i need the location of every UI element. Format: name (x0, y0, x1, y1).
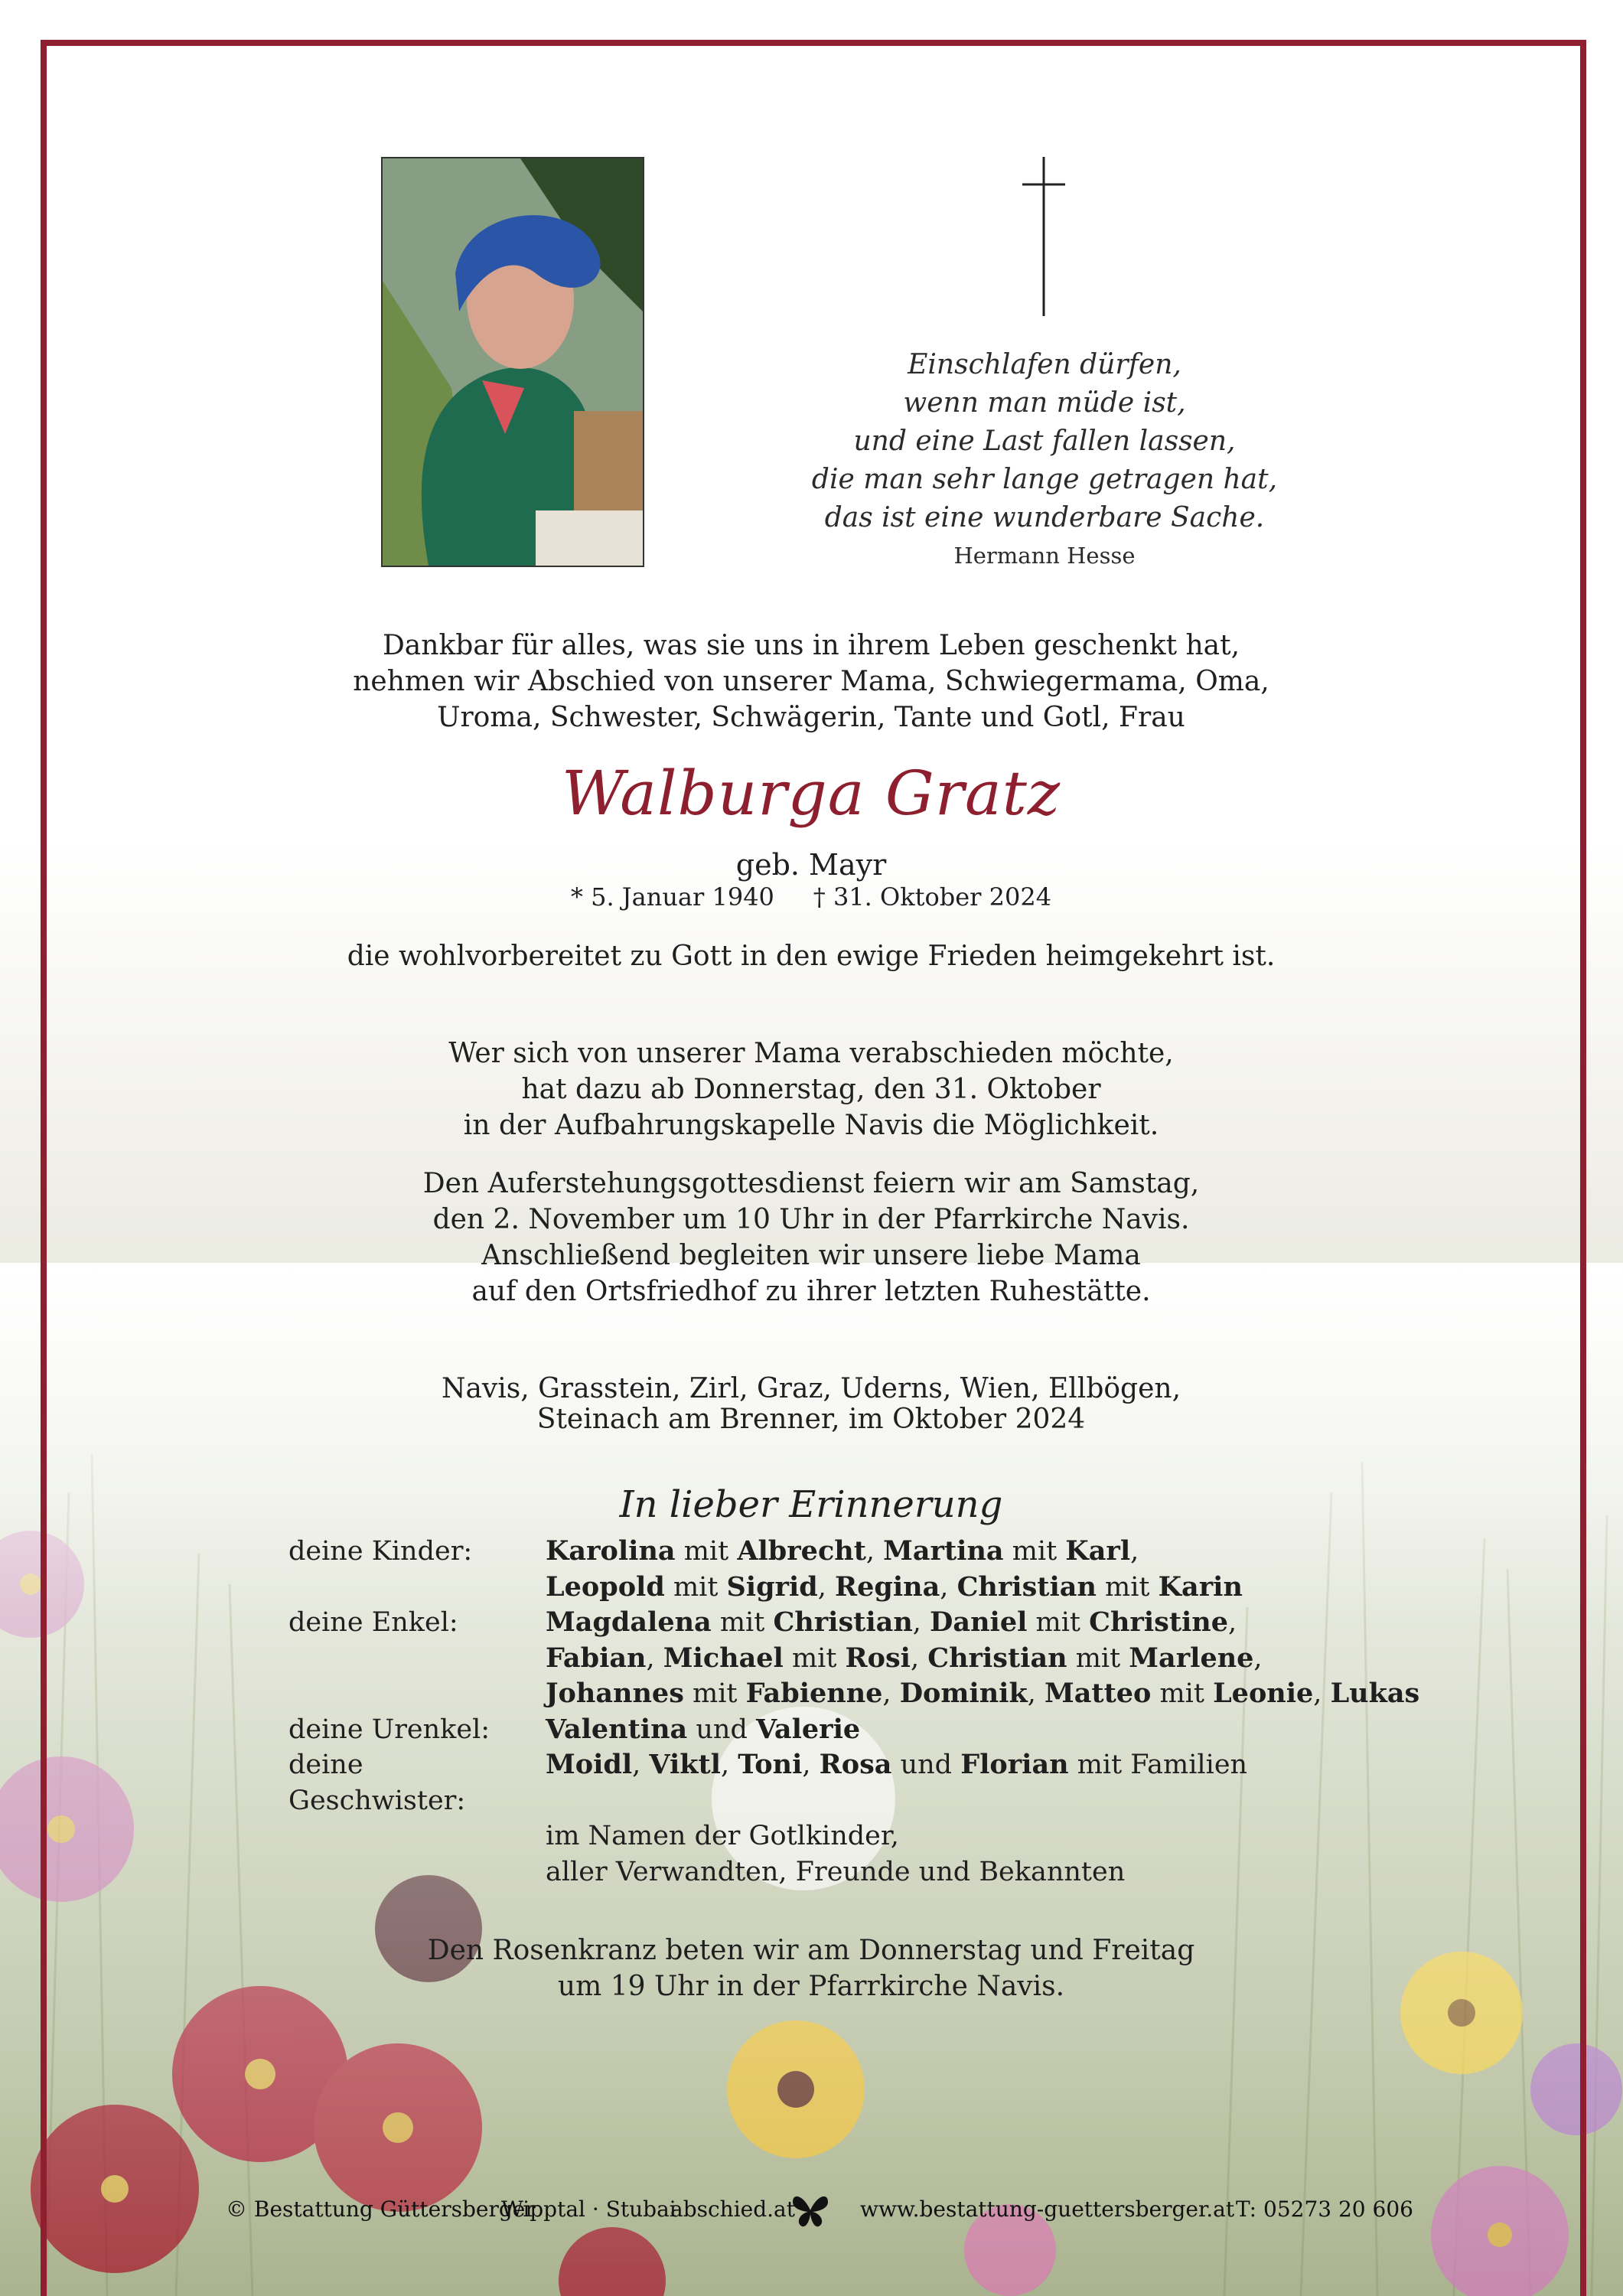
rosary-line: um 19 Uhr in der Pfarrkirche Navis. (557, 1971, 1065, 2002)
portrait-image (383, 158, 643, 566)
intro-line: Uroma, Schwester, Schwägerin, Tante und Gotl, Frau (437, 702, 1185, 733)
name-connector: , (1228, 1607, 1237, 1638)
family-row (288, 1712, 1436, 1748)
birth-date: * 5. Januar 1940 (570, 882, 774, 912)
service-line: auf den Ortsfriedhof zu ihrer letzten Ruhestätte. (471, 1276, 1151, 1307)
name-connector: , (910, 1642, 928, 1674)
person-name: Regina (835, 1570, 940, 1603)
footer-website-link[interactable]: www.bestattung-guettersberger.at (860, 2197, 1235, 2222)
name-connector: , (940, 1571, 957, 1603)
portrait-photo (381, 157, 644, 567)
name-connector: und (891, 1750, 961, 1780)
name-connector: , (1027, 1678, 1045, 1709)
name-connector: mit (1096, 1571, 1159, 1603)
family-label-kinder: deine Kinder: (288, 1536, 473, 1567)
person-name: Johannes (546, 1678, 684, 1709)
family-extra: im Namen der Gotlkinder, (546, 1821, 899, 1851)
person-name: Christian (957, 1570, 1097, 1603)
family-names (546, 1534, 1139, 1570)
death-date: † 31. Oktober 2024 (813, 882, 1052, 912)
quote-line: Einschlafen dürfen, (908, 349, 1181, 380)
quote-line: die man sehr lange getragen hat, (811, 464, 1278, 495)
person-name: Karl (1065, 1535, 1131, 1567)
name-connector: , (817, 1571, 836, 1603)
person-name: Leonie (1213, 1678, 1314, 1709)
person-name: Sigrid (726, 1570, 818, 1603)
person-name: Marlene (1129, 1642, 1254, 1674)
viewing-line: in der Aufbahrungskapelle Navis die Möglichkeit. (463, 1110, 1159, 1141)
cross-icon (1022, 157, 1065, 316)
butterfly-icon (790, 2191, 831, 2229)
family-row (288, 1818, 1436, 1854)
family-row (288, 1676, 1436, 1712)
service-line: Anschließend begleiten wir unsere liebe Mama (481, 1240, 1141, 1271)
person-name: Rosi (845, 1642, 911, 1674)
person-name: Florian (960, 1749, 1069, 1780)
intro-line: Dankbar für alles, was sie uns in ihrem Leben geschenkt hat, (382, 630, 1240, 661)
service-line: Den Auferstehungsgottesdienst feiern wir am Samstag, (422, 1168, 1200, 1199)
name-connector: , (720, 1750, 738, 1780)
family-row (288, 1570, 1436, 1606)
person-name: Albrecht (737, 1535, 866, 1567)
person-name: Magdalena (546, 1606, 712, 1638)
family-names (546, 1676, 1419, 1712)
viewing-line: hat dazu ab Donnerstag, den 31. Oktober (521, 1074, 1101, 1105)
name-connector: mit (1003, 1536, 1066, 1567)
footer-phone: T: 05273 20 606 (1236, 2197, 1413, 2222)
family-row (288, 1854, 1436, 1890)
places-line: Navis, Grasstein, Zirl, Graz, Uderns, Wien, Ellbögen, (441, 1373, 1181, 1404)
quote-line: wenn man müde ist, (903, 387, 1186, 419)
intro-line: nehmen wir Abschied von unserer Mama, Schwiegermama, Oma, (353, 666, 1269, 697)
family-label-urenkel: deine Urenkel: (288, 1714, 490, 1745)
memory-title: In lieber Erinnerung (619, 1483, 1003, 1526)
person-name: Fabian (546, 1642, 647, 1674)
places-text (275, 1374, 1347, 1435)
name-connector: mit (1151, 1678, 1214, 1709)
name-connector: , (1130, 1536, 1139, 1567)
rosary-text (275, 1932, 1347, 2004)
person-name: Michael (663, 1642, 784, 1674)
person-name: Valentina (546, 1713, 688, 1745)
family-names (546, 1641, 1263, 1677)
family-row (288, 1534, 1436, 1570)
service-text (275, 1166, 1347, 1309)
person-name: Toni (738, 1749, 803, 1780)
name-connector: mit (783, 1642, 846, 1674)
name-connector: mit (1067, 1642, 1129, 1674)
person-name: Christian (773, 1606, 913, 1638)
name-connector: , (632, 1750, 650, 1780)
quote-line: und eine Last fallen lassen, (853, 426, 1236, 457)
family-names (546, 1712, 860, 1748)
family-names (546, 1570, 1243, 1606)
family-label-enkel: deine Enkel: (288, 1607, 458, 1638)
life-dates (429, 882, 1194, 912)
viewing-text (275, 1035, 1347, 1143)
name-connector: , (1313, 1678, 1331, 1709)
name-connector: mit (675, 1536, 738, 1567)
person-name: Daniel (930, 1606, 1028, 1638)
footer-region: Wipptal · Stubai (501, 2197, 676, 2222)
name-connector: mit (1027, 1607, 1090, 1638)
footer-site-link[interactable]: abschied.at (670, 2197, 795, 2222)
passing-text: die wohlvorbereitet zu Gott in den ewige Frieden heimgekehrt ist. (347, 941, 1276, 972)
name-connector: , (646, 1642, 663, 1674)
person-name: Dominik (899, 1678, 1028, 1709)
family-row (288, 1641, 1436, 1677)
person-name: Karolina (546, 1535, 676, 1567)
service-line: den 2. November um 10 Uhr in der Pfarrkirche Navis. (432, 1204, 1190, 1235)
name-connector: und (687, 1714, 756, 1745)
person-name: Christine (1089, 1606, 1229, 1638)
footer-company: © Bestattung Güttersberger (226, 2197, 536, 2222)
person-name: Rosa (819, 1749, 892, 1780)
family-row (288, 1605, 1436, 1641)
family-names (546, 1747, 1247, 1818)
intro-text (275, 628, 1347, 735)
person-name: Moidl (546, 1749, 633, 1780)
person-name: Lukas (1330, 1678, 1420, 1709)
name-connector: , (1253, 1642, 1263, 1674)
born-name: geb. Mayr (735, 848, 887, 882)
family-list (288, 1534, 1436, 1890)
name-connector: , (865, 1536, 884, 1567)
viewing-line: Wer sich von unserer Mama verabschieden möchte, (448, 1038, 1174, 1069)
person-name: Fabienne (745, 1678, 883, 1709)
family-names (546, 1605, 1237, 1641)
person-name: Martina (883, 1535, 1004, 1567)
name-connector: , (802, 1750, 820, 1780)
name-connector: mit Familien (1068, 1750, 1248, 1780)
name-connector: mit (664, 1571, 727, 1603)
person-name: Leopold (546, 1570, 665, 1603)
quote-author: Hermann Hesse (953, 543, 1136, 569)
name-connector: , (912, 1607, 930, 1638)
quote-block (796, 346, 1293, 574)
deceased-name: Walburga Gratz (561, 758, 1061, 829)
family-row (288, 1747, 1436, 1818)
name-connector: mit (683, 1678, 746, 1709)
places-line: Steinach am Brenner, im Oktober 2024 (536, 1404, 1086, 1435)
person-name: Karin (1158, 1570, 1243, 1603)
family-extra: aller Verwandten, Freunde und Bekannten (546, 1856, 1126, 1887)
person-name: Christian (927, 1642, 1067, 1674)
family-label-geschwister: deine Geschwister: (288, 1750, 466, 1816)
rosary-line: Den Rosenkranz beten wir am Donnerstag und Freitag (427, 1935, 1195, 1966)
person-name: Matteo (1044, 1678, 1152, 1709)
quote-line: das ist eine wunderbare Sache. (824, 502, 1265, 533)
person-name: Viktl (649, 1749, 721, 1780)
person-name: Valerie (755, 1713, 861, 1745)
name-connector: mit (711, 1607, 774, 1638)
name-connector: , (882, 1678, 900, 1709)
